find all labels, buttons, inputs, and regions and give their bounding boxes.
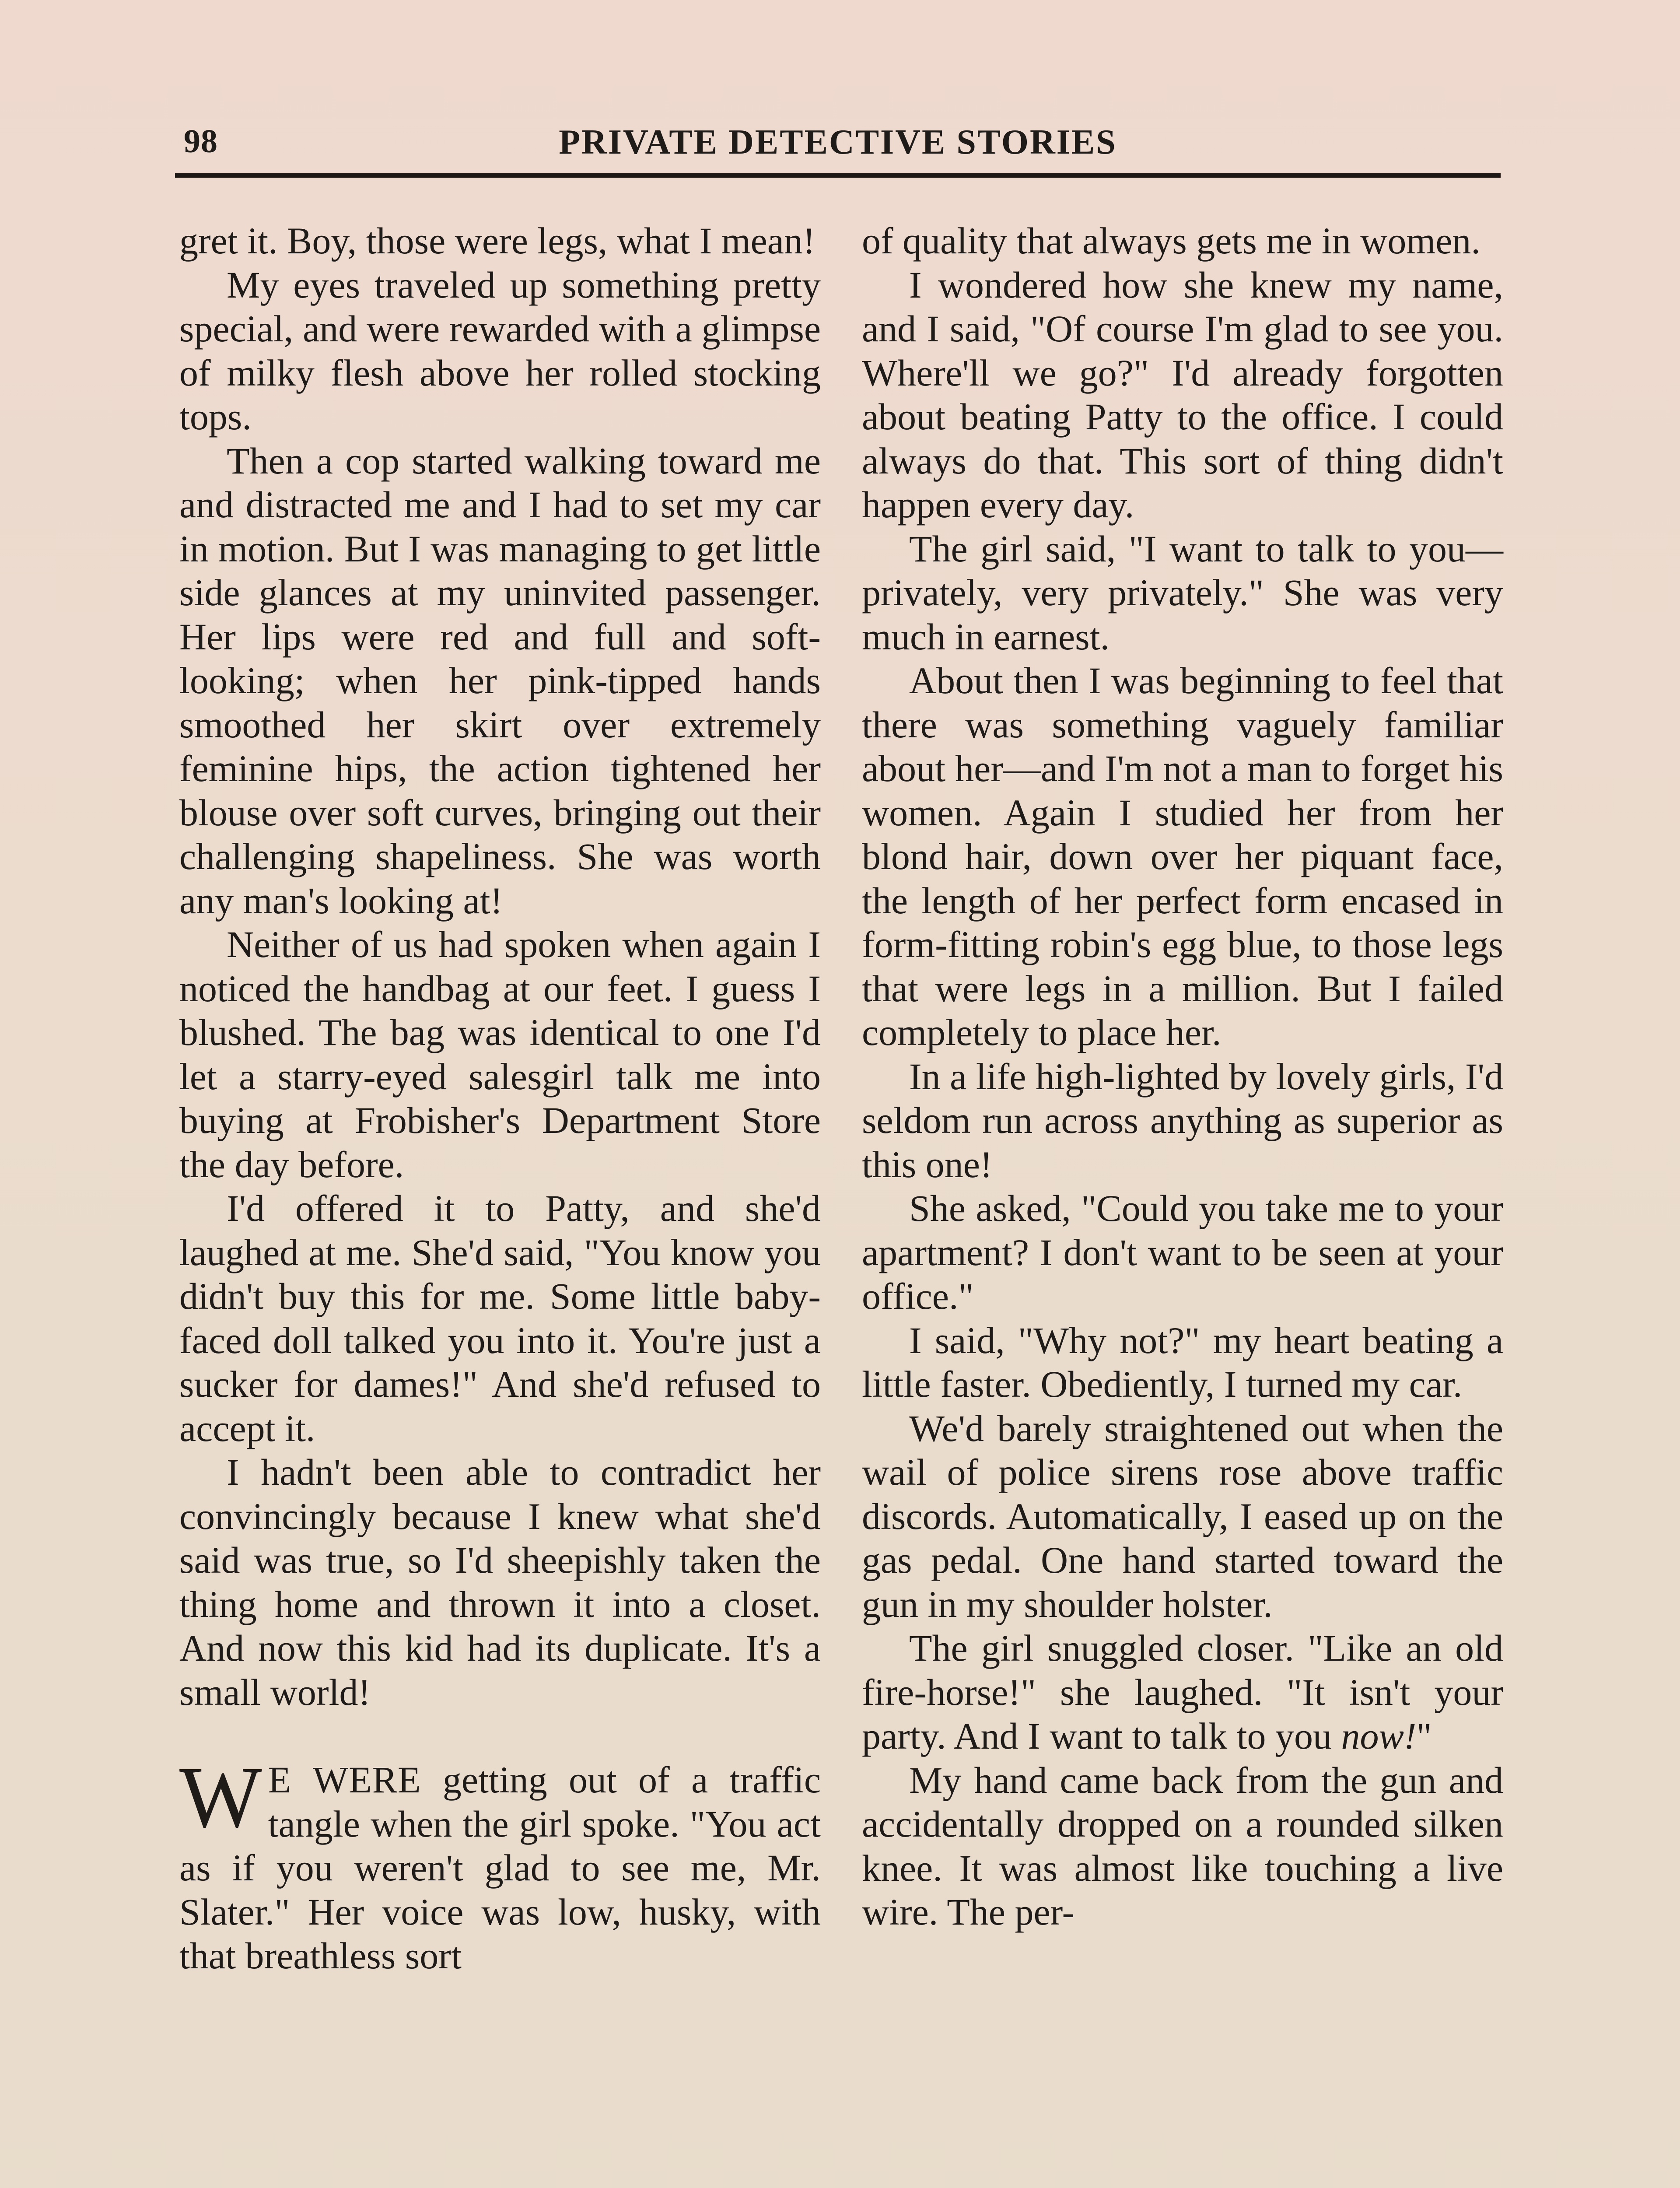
section-text: getting out of a traffic tangle when the girl spoke. "You act as if you weren't glad to see me, Mr. Slater." Her voice was low, husky, with that breathless sort	[179, 1759, 821, 1977]
right-column	[862, 219, 1503, 1934]
paragraph: In a life high-lighted by lovely girls, I'd seldom run across anything as superior as this one!	[862, 1055, 1503, 1185]
page-header	[175, 123, 1501, 175]
paragraph: My eyes traveled up something pretty special, and were rewarded with a glimpse of milky flesh above her rolled stocking tops.	[179, 263, 821, 438]
left-column	[179, 219, 821, 1978]
quote-close: "	[1416, 1715, 1432, 1757]
lead-caps: E WERE	[268, 1759, 421, 1801]
paragraph: My hand came back from the gun and accidentally dropped on a rounded silken knee. It was almost like touching a live wire. The per-	[862, 1759, 1503, 1933]
header-rule	[175, 173, 1501, 178]
page-number: 98	[184, 123, 218, 160]
drop-cap: W	[179, 1749, 262, 1846]
paragraph: She asked, "Could you take me to your apartment? I don't want to be seen at your office."	[862, 1187, 1503, 1317]
paragraph: Neither of us had spoken when again I noticed the handbag at our feet. I guess I blushed. The bag was identical to one I'd let a starry-eyed salesgirl talk me into buying at Frobisher's Department Store the day before.	[179, 923, 821, 1185]
paragraph	[862, 1626, 1503, 1758]
paragraph: Then a cop started walking toward me and distracted me and I had to set my car in motion. But I was managing to get little side glances at my uninvited passenger. Her lips were red and full and soft-looking; when her pink-tipped hands smoothed her skirt over extremely feminine hips, the action tightened her blouse over soft curves, bringing out their challenging shapeliness. She was worth any man's looking at!	[179, 439, 821, 922]
paragraph: We'd barely straightened out when the wail of police sirens rose above traffic discords. Automatically, I eased up on the gas pedal. One hand started toward the gun in my shoulder holster.	[862, 1407, 1503, 1625]
paragraph: I said, "Why not?" my heart beating a little faster. Obediently, I turned my car.	[862, 1319, 1503, 1405]
section-opening-paragraph	[179, 1749, 821, 1978]
paragraph: The girl said, "I want to talk to you—privately, very privately." She was very much in earnest.	[862, 527, 1503, 658]
paragraph: I'd offered it to Patty, and she'd laughed at me. She'd said, "You know you didn't buy this for me. Some little baby-faced doll talked you into it. You're just a sucker for dames!" And she'd refused to accept it.	[179, 1187, 821, 1449]
running-title: PRIVATE DETECTIVE STORIES	[559, 123, 1117, 161]
paragraph: I wondered how she knew my name, and I said, "Of course I'm glad to see you. Where'll we go?" I'd already forgotten about beating Patty to the office. I could always do that. This sort of thing didn't happen every day.	[862, 263, 1503, 526]
emphasis-text: now!	[1341, 1715, 1417, 1757]
paragraph: of quality that always gets me in women.	[862, 220, 1480, 262]
quote-text: The girl snuggled closer. "Like an old fire-horse!" she laughed. "It isn't your party. And I want to talk to you	[862, 1627, 1503, 1757]
paragraph: gret it. Boy, those were legs, what I mean!	[179, 220, 816, 262]
paragraph: About then I was beginning to feel that there was something vaguely familiar about her—and I'm not a man to forget his women. Again I studied her from her blond hair, down over her piquant face, the length of her perfect form encased in form-fitting robin's egg blue, to those legs that were legs in a million. But I failed completely to place her.	[862, 659, 1503, 1053]
paragraph: I hadn't been able to contradict her convincingly because I knew what she'd said was true, so I'd sheepishly taken the thing home and thrown it into a closet. And now this kid had its duplicate. It's a small world!	[179, 1451, 821, 1713]
